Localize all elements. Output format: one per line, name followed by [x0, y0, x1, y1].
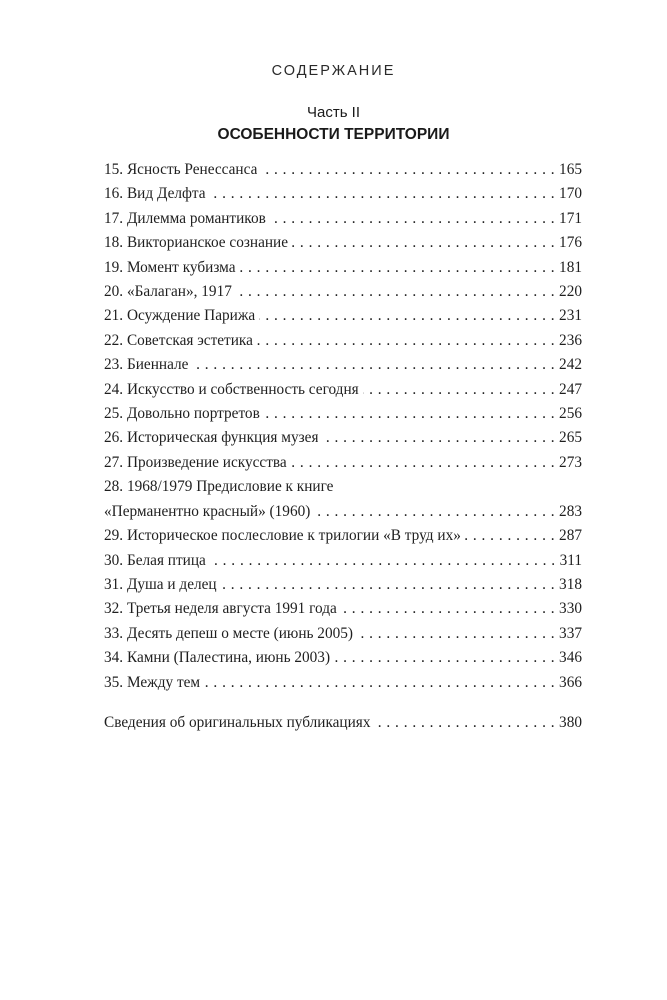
toc-entry-page: 346 — [559, 649, 582, 667]
toc-entry-title: 28. 1968/1979 Предисловие к книге — [104, 478, 334, 496]
dot-leader — [192, 353, 555, 377]
toc-entry — [104, 549, 582, 573]
toc-entry-title: 32. Третья неделя августа 1991 года — [104, 600, 337, 618]
dot-leader — [236, 280, 555, 304]
table-of-contents — [104, 158, 582, 735]
dot-leader — [259, 304, 555, 328]
dot-leader — [210, 549, 556, 573]
running-head: СОДЕРЖАНИЕ — [271, 63, 396, 79]
toc-entry — [104, 671, 582, 695]
part-label: Часть II — [306, 104, 361, 121]
dot-leader — [322, 426, 555, 450]
toc-entry-page: 283 — [559, 502, 582, 520]
section-gap — [104, 695, 582, 711]
toc-entry — [104, 622, 582, 646]
toc-entry — [104, 597, 582, 621]
toc-entry — [104, 329, 582, 353]
toc-entry-page: 242 — [559, 356, 582, 374]
dot-leader — [334, 646, 555, 670]
toc-entry — [104, 304, 582, 328]
toc-entry-title: 26. Историческая функция музея — [104, 429, 319, 447]
toc-entry-title: 34. Камни (Палестина, июнь 2003) — [104, 649, 331, 667]
toc-entry-title: 31. Душа и делец — [104, 575, 217, 593]
toc-entry-page: 273 — [559, 453, 582, 471]
part-title: ОСОБЕННОСТИ ТЕРРИТОРИИ — [217, 126, 450, 143]
toc-entry-page: 265 — [559, 429, 582, 447]
toc-entry — [104, 475, 582, 524]
dot-leader — [210, 182, 555, 206]
toc-entry-page: 231 — [559, 307, 582, 325]
toc-entry-title: 22. Советская эстетика — [104, 331, 253, 349]
dot-leader — [291, 451, 555, 475]
toc-entry — [104, 182, 582, 206]
toc-appendix-title: Сведения об оригинальных публикациях — [104, 713, 371, 731]
dot-leader — [357, 622, 555, 646]
toc-entry-page: 311 — [559, 551, 582, 569]
toc-entry-page: 247 — [559, 380, 582, 398]
dot-leader — [264, 402, 555, 426]
toc-entry-title: 35. Между тем — [104, 673, 201, 691]
toc-entry-title: 15. Ясность Ренессанса — [104, 161, 258, 178]
dot-leader — [375, 711, 556, 735]
toc-entry — [104, 353, 582, 377]
toc-entry-page: 287 — [559, 527, 582, 545]
toc-entry — [104, 402, 582, 426]
dot-leader — [270, 207, 555, 231]
toc-entry-page: 366 — [559, 673, 582, 691]
toc-entry-title: 29. Историческое послесловие к трилогии «В труд их» — [104, 527, 461, 545]
toc-entry-page: 256 — [559, 405, 582, 423]
toc-entry-title: 17. Дилемма романтиков — [104, 209, 266, 227]
toc-entry-page: 181 — [559, 258, 582, 276]
toc-entry — [104, 573, 582, 597]
dot-leader — [465, 524, 555, 548]
toc-entry-title: 23. Биеннале — [104, 356, 189, 374]
toc-entry — [104, 280, 582, 304]
toc-entry — [104, 158, 582, 182]
toc-entry-title: 21. Осуждение Парижа — [104, 307, 256, 325]
toc-entry — [104, 451, 582, 475]
toc-entry-title: 30. Белая птица — [104, 551, 206, 569]
toc-entry-page: 170 — [559, 185, 582, 203]
toc-entry-page: 330 — [559, 600, 582, 618]
toc-entry-title: 33. Десять депеш о месте (июнь 2005) — [104, 624, 353, 642]
dot-leader — [204, 671, 555, 695]
dot-leader — [292, 231, 555, 255]
toc-entry — [104, 231, 582, 255]
dot-leader — [261, 158, 555, 182]
dot-leader — [314, 500, 555, 524]
dot-leader — [363, 378, 555, 402]
toc-entry-title: 19. Момент кубизма — [104, 258, 236, 276]
toc-entry — [104, 524, 582, 548]
toc-entry-page: 176 — [559, 234, 582, 252]
toc-entry-page: 220 — [559, 283, 582, 301]
toc-entry-title: 20. «Балаган», 1917 — [104, 283, 232, 301]
dot-leader — [240, 256, 556, 280]
toc-appendix-entry — [104, 711, 582, 735]
toc-entry-page: 337 — [559, 624, 582, 642]
toc-entry — [104, 207, 582, 231]
toc-entry-page: 236 — [559, 331, 582, 349]
dot-leader — [257, 329, 555, 353]
toc-entry-page: 318 — [559, 575, 582, 593]
toc-entry-title: 25. Довольно портретов — [104, 405, 260, 423]
toc-entry-title: 16. Вид Делфта — [104, 185, 206, 203]
toc-entry-title: 27. Произведение искусства — [104, 453, 287, 471]
dot-leader — [341, 597, 555, 621]
toc-entry-title: 24. Искусство и собственность сегодня — [104, 380, 359, 398]
toc-entry-title-continued: «Перманентно красный» (1960) — [104, 502, 311, 520]
toc-entry — [104, 256, 582, 280]
toc-entry-page: 171 — [559, 209, 582, 227]
toc-entry-page: 165 — [559, 161, 582, 178]
toc-entry-title: 18. Викторианское сознание — [104, 234, 289, 252]
toc-entry — [104, 426, 582, 450]
dot-leader — [221, 573, 555, 597]
toc-appendix-page: 380 — [559, 713, 582, 731]
toc-entry — [104, 378, 582, 402]
toc-entry — [104, 646, 582, 670]
